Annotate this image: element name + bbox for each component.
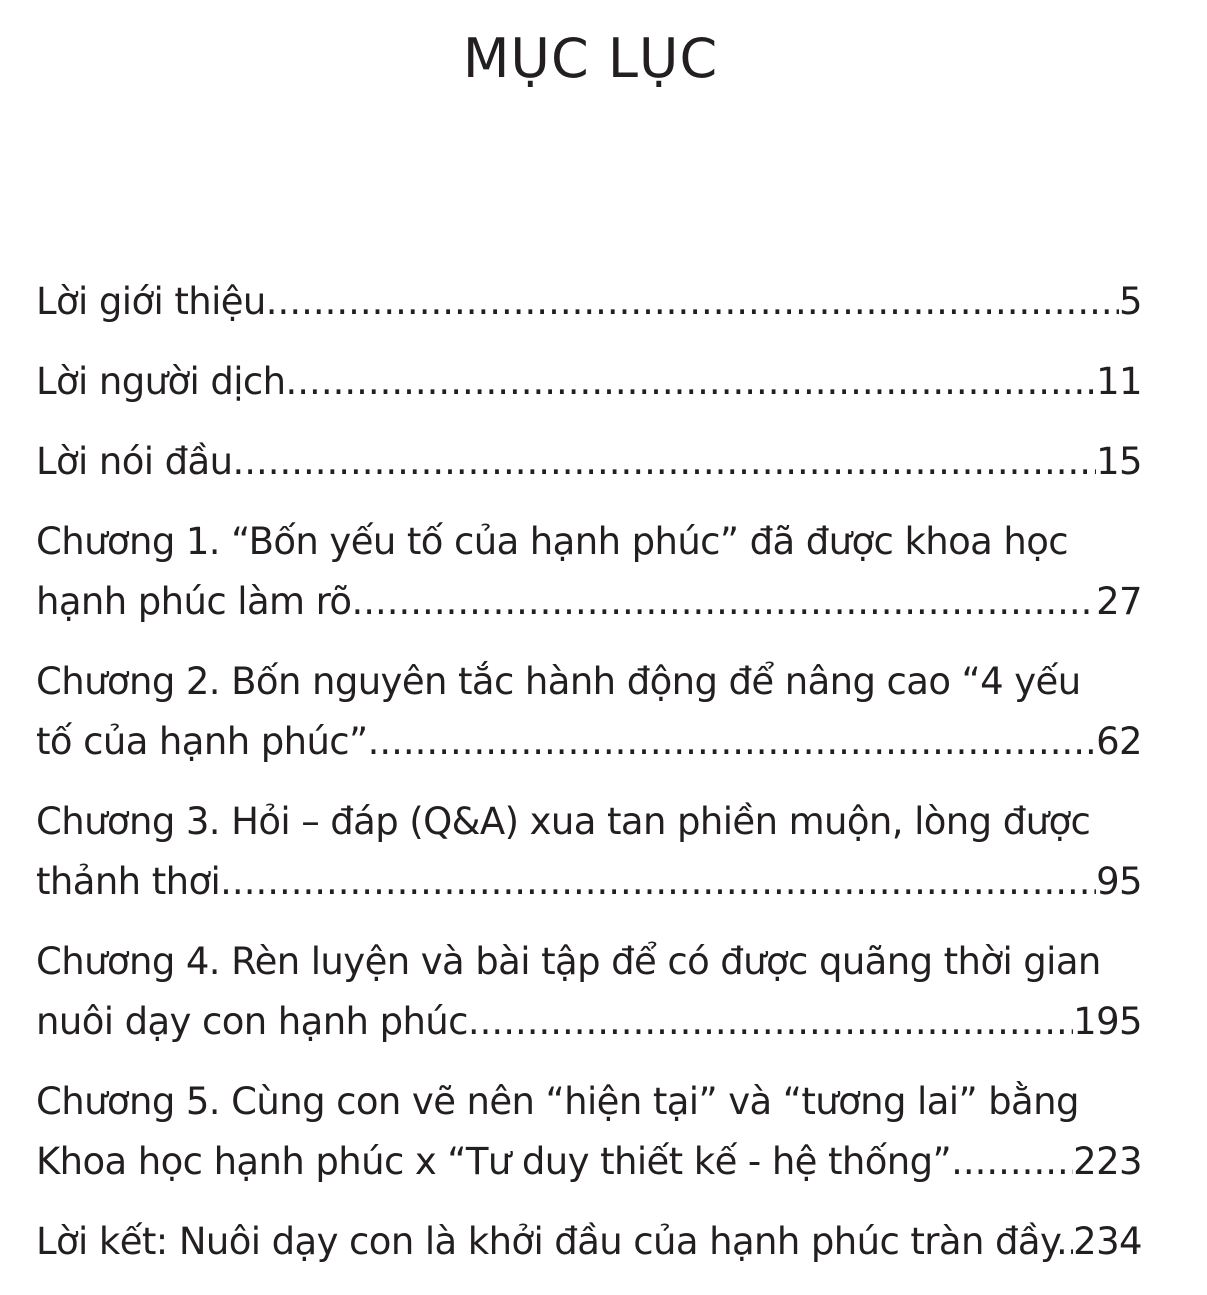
toc-entry	[36, 1072, 1142, 1192]
dot-leader	[368, 712, 1096, 772]
toc-page-number: 195	[1073, 1000, 1142, 1043]
dot-leader	[286, 352, 1097, 412]
page-title: MỤC LỤC	[462, 27, 719, 90]
toc-page-number: 11	[1096, 360, 1142, 403]
toc-entry	[36, 352, 1142, 412]
table-of-contents	[36, 272, 1142, 1292]
toc-entry-title-continued: Khoa học hạnh phúc x “Tư duy thiết kế - hệ thống”	[36, 1140, 952, 1183]
dot-leader	[220, 852, 1096, 912]
toc-entry-title-line: Chương 4. Rèn luyện và bài tập để có được quãng thời gian	[36, 940, 1101, 983]
toc-entry-title-line: Chương 3. Hỏi – đáp (Q&A) xua tan phiền muộn, lòng được	[36, 800, 1091, 843]
toc-entry	[36, 512, 1142, 632]
toc-entry-title: Lời nói đầu	[36, 440, 233, 483]
toc-entry-title-line: Chương 5. Cùng con vẽ nên “hiện tại” và “tương lai” bằng	[36, 1080, 1079, 1123]
toc-entry	[36, 932, 1142, 1052]
toc-entry-title-continued: nuôi dạy con hạnh phúc	[36, 1000, 468, 1043]
toc-entry-title-line: Chương 2. Bốn nguyên tắc hành động để nâng cao “4 yếu	[36, 660, 1081, 703]
toc-entry	[36, 1212, 1142, 1272]
toc-entry-title-continued: hạnh phúc làm rõ	[36, 580, 352, 623]
toc-entry-title: Lời người dịch	[36, 360, 286, 403]
toc-page-number: 223	[1073, 1140, 1142, 1183]
toc-entry-title-continued: thảnh thơi	[36, 860, 221, 903]
toc-entry-title: Lời kết: Nuôi dạy con là khởi đầu của hạnh phúc tràn đầy.	[36, 1220, 1068, 1263]
toc-entry-title: Lời giới thiệu	[36, 280, 266, 323]
dot-leader	[351, 572, 1096, 632]
toc-page-number: 234	[1073, 1220, 1142, 1263]
toc-entry-title-line: Chương 1. “Bốn yếu tố của hạnh phúc” đã được khoa học	[36, 520, 1069, 563]
toc-page-number: 62	[1096, 720, 1142, 763]
toc-page-number: 95	[1096, 860, 1142, 903]
toc-page-number: 27	[1096, 580, 1142, 623]
toc-entry	[36, 652, 1142, 772]
dot-leader	[468, 992, 1073, 1052]
toc-entry-title-continued: tố của hạnh phúc”	[36, 720, 368, 763]
toc-entry	[36, 272, 1142, 332]
dot-leader	[232, 432, 1096, 492]
toc-page-number: 15	[1096, 440, 1142, 483]
toc-entry	[36, 792, 1142, 912]
dot-leader	[951, 1132, 1073, 1192]
dot-leader	[266, 272, 1119, 332]
toc-entry	[36, 432, 1142, 492]
toc-page-number: 5	[1119, 280, 1142, 323]
